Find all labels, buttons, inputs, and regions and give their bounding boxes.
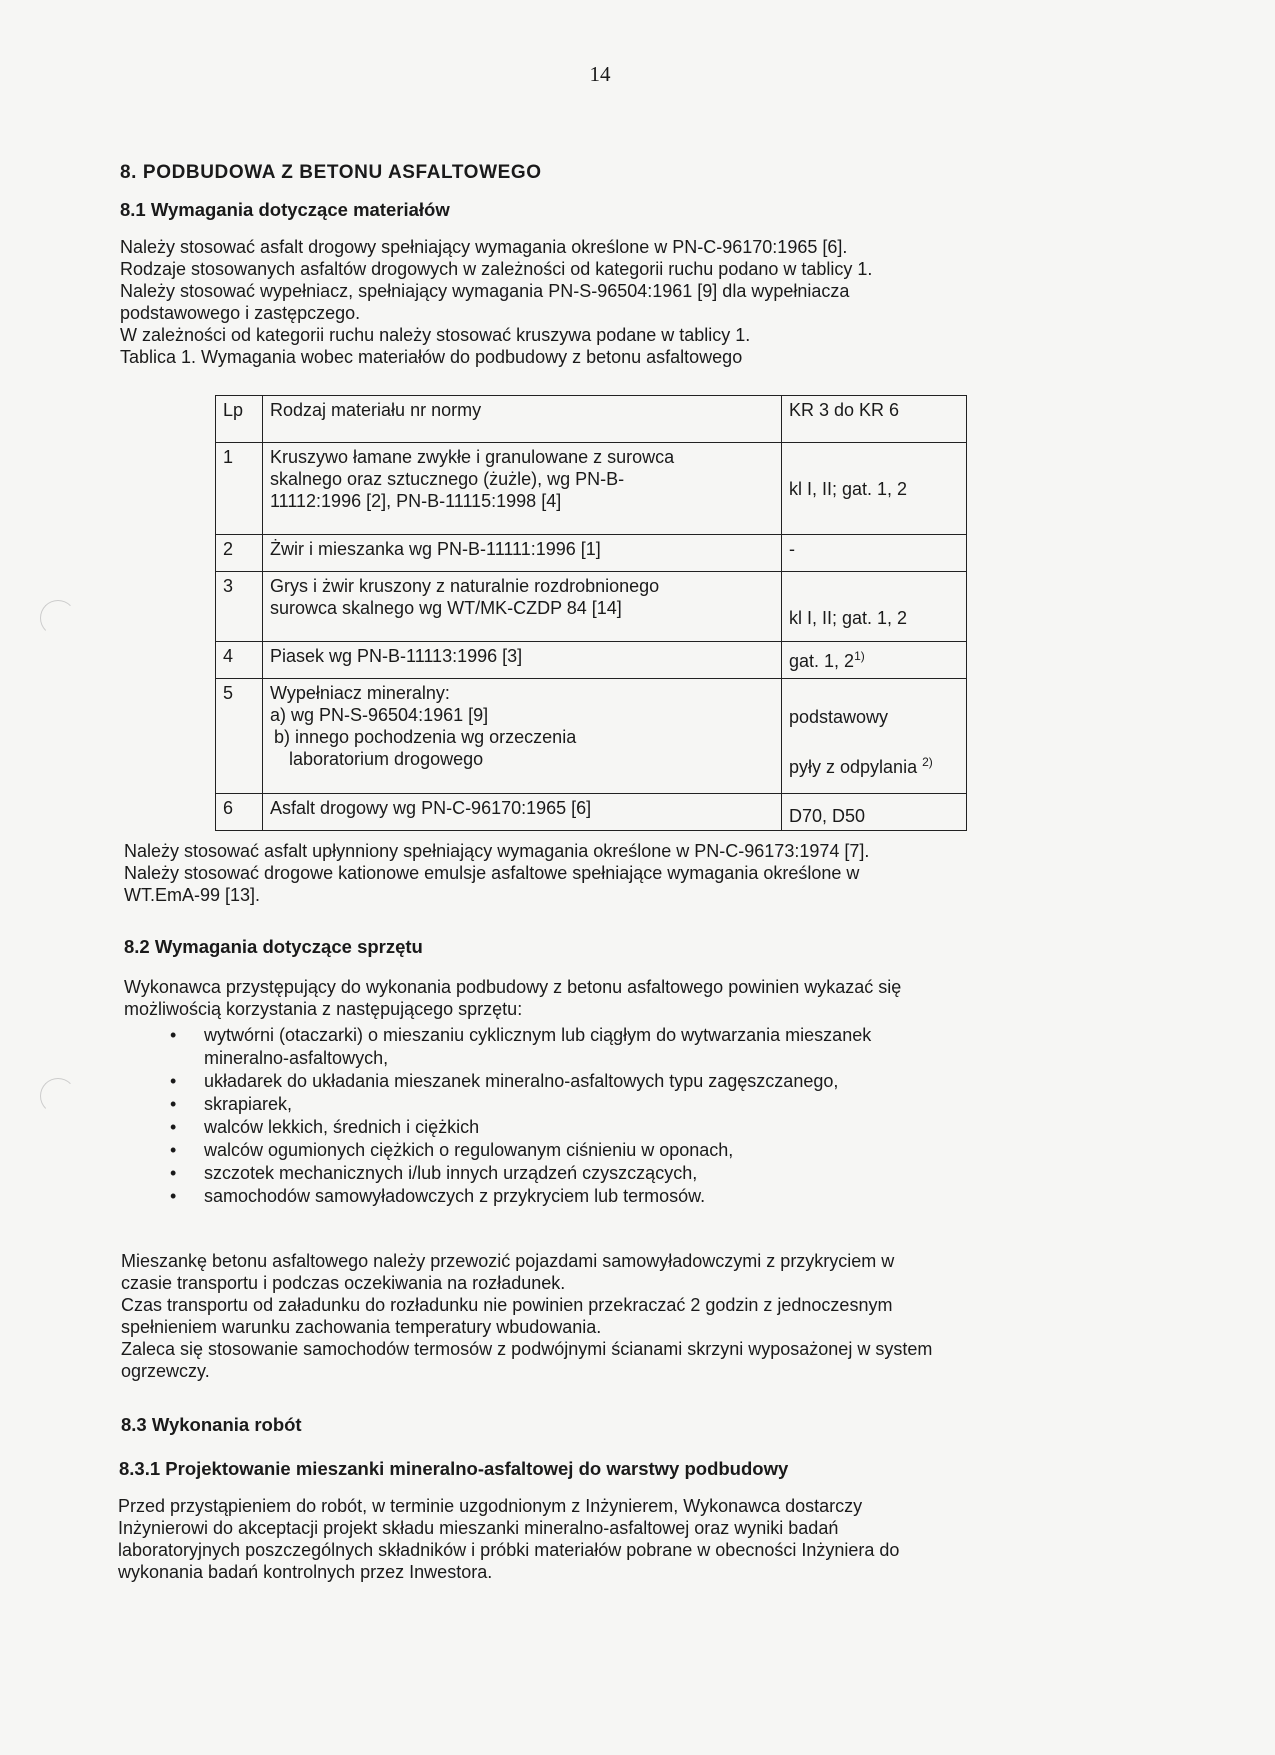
list-item: • układarek do układania mieszanek mineralno-asfaltowych typu zagęszczanego, <box>170 1071 839 1091</box>
table-cell-material: Piasek wg PN-B-11113:1996 [3] <box>263 642 782 679</box>
table-row <box>216 443 967 535</box>
table-row <box>216 679 967 794</box>
table-row <box>216 794 967 831</box>
list-item: • samochodów samowyładowczych z przykryciem lub termosów. <box>170 1186 706 1206</box>
table-cell-lp: 4 <box>216 642 263 679</box>
footnote-marker: 1) <box>854 649 865 663</box>
equipment-list <box>124 1024 1064 1208</box>
table-cell-requirements <box>782 642 967 679</box>
section-title: 8. PODBUDOWA Z BETONU ASFALTOWEGO <box>120 162 542 183</box>
table-header-requirements: KR 3 do KR 6 <box>782 396 967 443</box>
material-heading: Wypełniacz mineralny: <box>270 683 450 703</box>
table-row <box>216 535 967 572</box>
table-row <box>216 642 967 679</box>
requirement-option-a: podstawowy <box>789 707 889 727</box>
table-header-lp: Lp <box>216 396 263 443</box>
table-cell-material: Grys i żwir kruszony z naturalnie rozdrobnionego surowca skalnego wg WT/MK-CZDP 84 [14] <box>263 572 782 642</box>
bullet-icon: • <box>170 1094 177 1114</box>
table-cell-requirements <box>782 679 967 794</box>
subsection-8-3-1-title: 8.3.1 Projektowanie mieszanki mineralno-asfaltowej do warstwy podbudowy <box>119 1458 789 1479</box>
table-cell-requirements: - <box>782 535 967 572</box>
bullet-icon: • <box>170 1186 177 1206</box>
table-cell-requirements: kl I, II; gat. 1, 2 <box>782 443 967 535</box>
list-item: • skrapiarek, <box>170 1094 293 1114</box>
subsection-8-1-after-table: Należy stosować asfalt upłynniony spełniający wymagania określone w PN-C-96173:1974 [7]. Należy stosować drogowe kationowe emulsje asfaltowe spełniające wymagania określone w WT.EmA-99 [13]. <box>124 841 870 905</box>
table-cell-lp: 2 <box>216 535 263 572</box>
bullet-icon: • <box>170 1117 177 1137</box>
materials-table <box>215 395 967 831</box>
list-item: • walców lekkich, średnich i ciężkich <box>170 1117 480 1137</box>
material-option-b: b) innego pochodzenia wg orzeczenia laboratorium drogowego <box>274 727 577 769</box>
table-cell-material: Kruszywo łamane zwykłe i granulowane z surowca skalnego oraz sztucznego (żużle), wg PN-B- 11112:1996 [2], PN-B-11115:1998 [4] <box>263 443 782 535</box>
table-row <box>216 572 967 642</box>
table-cell-requirements: kl I, II; gat. 1, 2 <box>782 572 967 642</box>
list-item: • wytwórni (otaczarki) o mieszaniu cyklicznym lub ciągłym do wytwarzania mieszanek mineralno-asfaltowych, <box>170 1025 872 1068</box>
subsection-8-2-outro: Mieszankę betonu asfaltowego należy przewozić pojazdami samowyładowczymi z przykryciem w czasie transportu i podczas oczekiwania na rozładunek. Czas transportu od załadunku do rozładunku nie powinien przekraczać 2 godzin z jednoczesnym spełnieniem warunku zachowania temperatury wbudowania. Zaleca się stosowanie samochodów termosów z podwójnymi ścianami skrzyni wyposażonej w system ogrzewczy. <box>121 1251 933 1381</box>
table-cell-material: Asfalt drogowy wg PN-C-96170:1965 [6] <box>263 794 782 831</box>
footnote-marker: 2) <box>922 755 933 769</box>
subsection-8-2-intro: Wykonawca przystępujący do wykonania podbudowy z betonu asfaltowego powinien wykazać się możliwością korzystania z następującego sprzętu: <box>124 977 902 1019</box>
table-header-row <box>216 396 967 443</box>
table-cell-lp: 1 <box>216 443 263 535</box>
table-cell-lp: 3 <box>216 572 263 642</box>
table-cell-lp: 5 <box>216 679 263 794</box>
list-item: • walców ogumionych ciężkich o regulowanym ciśnieniu w oponach, <box>170 1140 734 1160</box>
list-item: • szczotek mechanicznych i/lub innych urządzeń czyszczących, <box>170 1163 698 1183</box>
subsection-8-1-intro: Należy stosować asfalt drogowy spełniający wymagania określone w PN-C-96170:1965 [6]. Rodzaje stosowanych asfaltów drogowych w zależności od kategorii ruchu podano w tablicy 1. Należy stosować wypełniacz, spełniający wymagania PN-S-96504:1961 [9] dla wypełniacza podstawowego i zastępczego. W zależności od kategorii ruchu należy stosować kruszywa podane w tablicy 1. Tablica 1. Wymagania wobec materiałów do podbudowy z betonu asfaltowego <box>120 237 873 367</box>
subsection-8-3-title: 8.3 Wykonania robót <box>121 1414 302 1435</box>
table-cell-material: Żwir i mieszanka wg PN-B-11111:1996 [1] <box>263 535 782 572</box>
bullet-icon: • <box>170 1163 177 1183</box>
table-cell-lp: 6 <box>216 794 263 831</box>
bullet-icon: • <box>170 1071 177 1091</box>
table-cell-requirements: D70, D50 <box>782 794 967 831</box>
table-cell-material <box>263 679 782 794</box>
table-header-material: Rodzaj materiału nr normy <box>263 396 782 443</box>
bullet-icon: • <box>170 1140 177 1160</box>
subsection-8-3-1-text: Przed przystąpieniem do robót, w terminie uzgodnionym z Inżynierem, Wykonawca dostarczy Inżynierowi do akceptacji projekt składu mieszanki mineralno-asfaltowej oraz wyniki badań laboratoryjnych poszczególnych składników i próbki materiałów pobrane w obecności Inżyniera do wykonania badań kontrolnych przez Inwestora. <box>118 1496 900 1582</box>
requirement-option-b <box>789 751 959 778</box>
scan-hole-mark <box>40 600 76 636</box>
material-option-a: a) wg PN-S-96504:1961 [9] <box>270 705 489 725</box>
requirement-text: gat. 1, 2 <box>789 651 855 671</box>
page-number: 14 <box>589 62 611 86</box>
requirement-text: pyły z odpylania <box>789 757 923 777</box>
scan-hole-mark <box>40 1078 76 1114</box>
subsection-8-2-title: 8.2 Wymagania dotyczące sprzętu <box>124 936 423 957</box>
bullet-icon: • <box>170 1025 177 1045</box>
subsection-8-1-title: 8.1 Wymagania dotyczące materiałów <box>120 199 450 220</box>
